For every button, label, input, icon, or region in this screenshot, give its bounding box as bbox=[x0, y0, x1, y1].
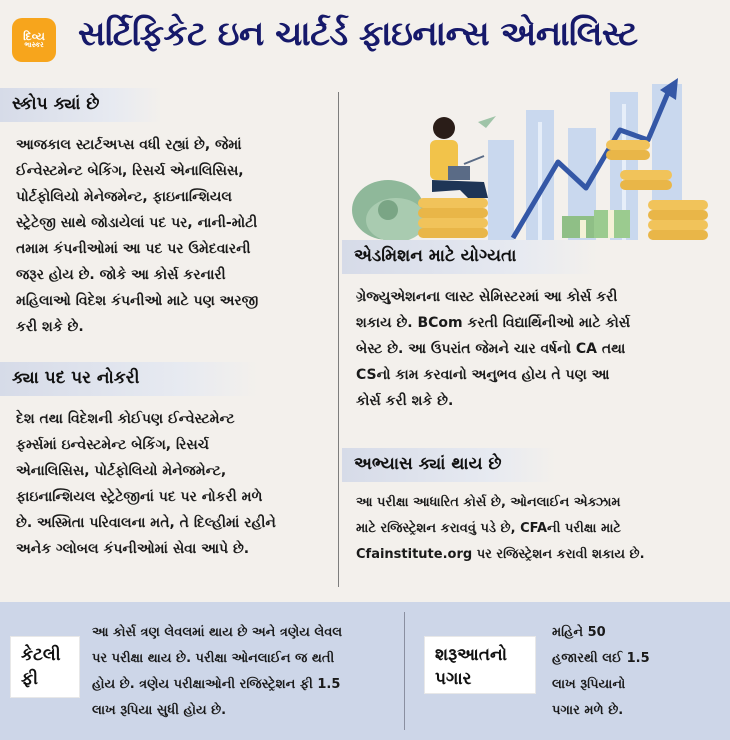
salary-label-line-2: પગાર bbox=[435, 669, 472, 689]
scope-line: આજકાલ સ્ટાર્ટઅપ્સ વધી રહ્યાં છે, જેમાં bbox=[16, 137, 242, 153]
scope-line: કરી શકે છે. bbox=[16, 319, 84, 335]
finance-growth-illustration bbox=[348, 70, 718, 242]
study-paragraph bbox=[356, 490, 728, 568]
eligibility-line: CSનો કામ કરવાનો અનુભવ હોય તે પણ આ bbox=[356, 367, 610, 383]
cash-stack-left bbox=[352, 180, 426, 242]
eligibility-line: શકાય છે. BCom કરતી વિદ્યાર્થિનીઓ માટે કોર્સ bbox=[356, 315, 631, 331]
jobs-heading: ક્યા પદ પર નોકરી bbox=[0, 362, 258, 396]
scope-paragraph bbox=[16, 132, 332, 340]
salary-label-line-1: શરૂઆતનો bbox=[435, 645, 507, 665]
salary-line: લાખ રૂપિયાનો bbox=[552, 677, 626, 692]
jobs-line: ફર્મ્સમાં ઇન્વેસ્ટમેન્ટ બેકિંગ, રિસર્ચ bbox=[16, 437, 209, 453]
eligibility-line: ગ્રેજ્યુએશનના લાસ્ટ સેમિસ્ટરમાં આ કોર્સ કરી bbox=[356, 289, 618, 305]
person-with-laptop-icon bbox=[430, 117, 488, 198]
scope-line: તમામ કંપનીઓમાં આ પદ પર ઉમેદવારની bbox=[16, 241, 251, 257]
scope-line: જરૂર હોય છે. જોકે આ કોર્સ કરનારી bbox=[16, 267, 226, 283]
jobs-line: એનાલિસિસ, પોર્ટફોલિયો મેનેજમેન્ટ, bbox=[16, 463, 227, 479]
study-line: Cfainstitute.org પર રજિસ્ટ્રેશન કરાવી શકાય છે. bbox=[356, 547, 645, 562]
fee-line: હોય છે. ત્રણેય પરીક્ષાઓની રજિસ્ટ્રેશન ફી 1.5 bbox=[92, 677, 341, 692]
paper-plane-icon bbox=[478, 116, 496, 128]
study-heading: અભ્યાસ ક્યાં થાય છે bbox=[342, 448, 556, 482]
divya-bhaskar-logo bbox=[12, 18, 56, 62]
salary-paragraph bbox=[552, 620, 722, 724]
jobs-line: દેશ તથા વિદેશની કોઈપણ ઈન્વેસ્ટમેન્ટ bbox=[16, 411, 235, 427]
fee-label-line-1: કેટલી bbox=[21, 645, 61, 665]
logo-line-2: ભાસ્કર bbox=[24, 41, 44, 50]
eligibility-line: કોર્સ કરી શકે છે. bbox=[356, 393, 454, 409]
eligibility-paragraph bbox=[356, 284, 726, 414]
salary-line: મહિને 50 bbox=[552, 625, 606, 640]
eligibility-heading: એડમિશન માટે યોગ્યતા bbox=[342, 240, 598, 274]
jobs-line: અનેક ગ્લોબલ કંપનીઓમાં સેવા આપે છે. bbox=[16, 541, 250, 557]
fee-line: આ કોર્સ ત્રણ લેવલમાં થાય છે અને ત્રણેય લેવલ bbox=[92, 625, 343, 640]
scope-line: પોર્ટફોલિયો મેનેજમેન્ટ, ફાઇનાન્શિયલ bbox=[16, 189, 232, 205]
scope-line: સ્ટ્રેટેજી સાથે જોડાયેલાં પદ પર, નાની-મોટી bbox=[16, 215, 258, 231]
eligibility-line: બેસ્ટ છે. આ ઉપરાંત જેમને ચાર વર્ષનો CA તથા bbox=[356, 341, 626, 357]
fee-label-box bbox=[10, 636, 80, 698]
salary-label-box bbox=[424, 636, 536, 694]
salary-line: પગાર મળે છે. bbox=[552, 703, 624, 718]
scope-heading: સ્કોપ ક્યાં છે bbox=[0, 88, 162, 122]
bottom-divider bbox=[404, 612, 405, 730]
fee-line: પર પરીક્ષા થાય છે. પરીક્ષા ઓનલાઈન જ થતી bbox=[92, 651, 335, 666]
fee-line: લાખ રૂપિયા સુધી હોય છે. bbox=[92, 703, 227, 718]
salary-line: હજારથી લઈ 1.5 bbox=[552, 651, 650, 666]
page-title: સર્ટિફિકેટ ઇન ચાર્ટર્ડ ફાઇનાન્સ એનાલિસ્ટ bbox=[78, 14, 638, 54]
column-divider bbox=[338, 92, 339, 587]
jobs-paragraph bbox=[16, 406, 336, 562]
study-line: આ પરીક્ષા આધારિત કોર્સ છે, ઓનલાઈન એક્ઝામ bbox=[356, 495, 621, 510]
study-line: માટે રજિસ્ટ્રેશન કરાવવું પડે છે, CFAની પરીક્ષા માટે bbox=[356, 521, 621, 536]
scope-line: ઈન્વેસ્ટમેન્ટ બેકિંગ, રિસર્ચ એનાલિસિસ, bbox=[16, 163, 244, 179]
fee-label-line-2: ફી bbox=[21, 669, 38, 689]
fee-paragraph bbox=[92, 620, 400, 724]
logo-line-1: દિવ્ય bbox=[23, 29, 45, 43]
jobs-line: છે. અસ્મિતા પરિવાલના મતે, તે દિલ્હીમાં રહીને bbox=[16, 515, 276, 531]
jobs-line: ફાઇનાન્શિયલ સ્ટ્રેટેજીનાં પદ પર નોકરી મળે bbox=[16, 489, 263, 505]
scope-line: મહિલાઓ વિદેશ કંપનીઓ માટે પણ અરજી bbox=[16, 293, 259, 309]
